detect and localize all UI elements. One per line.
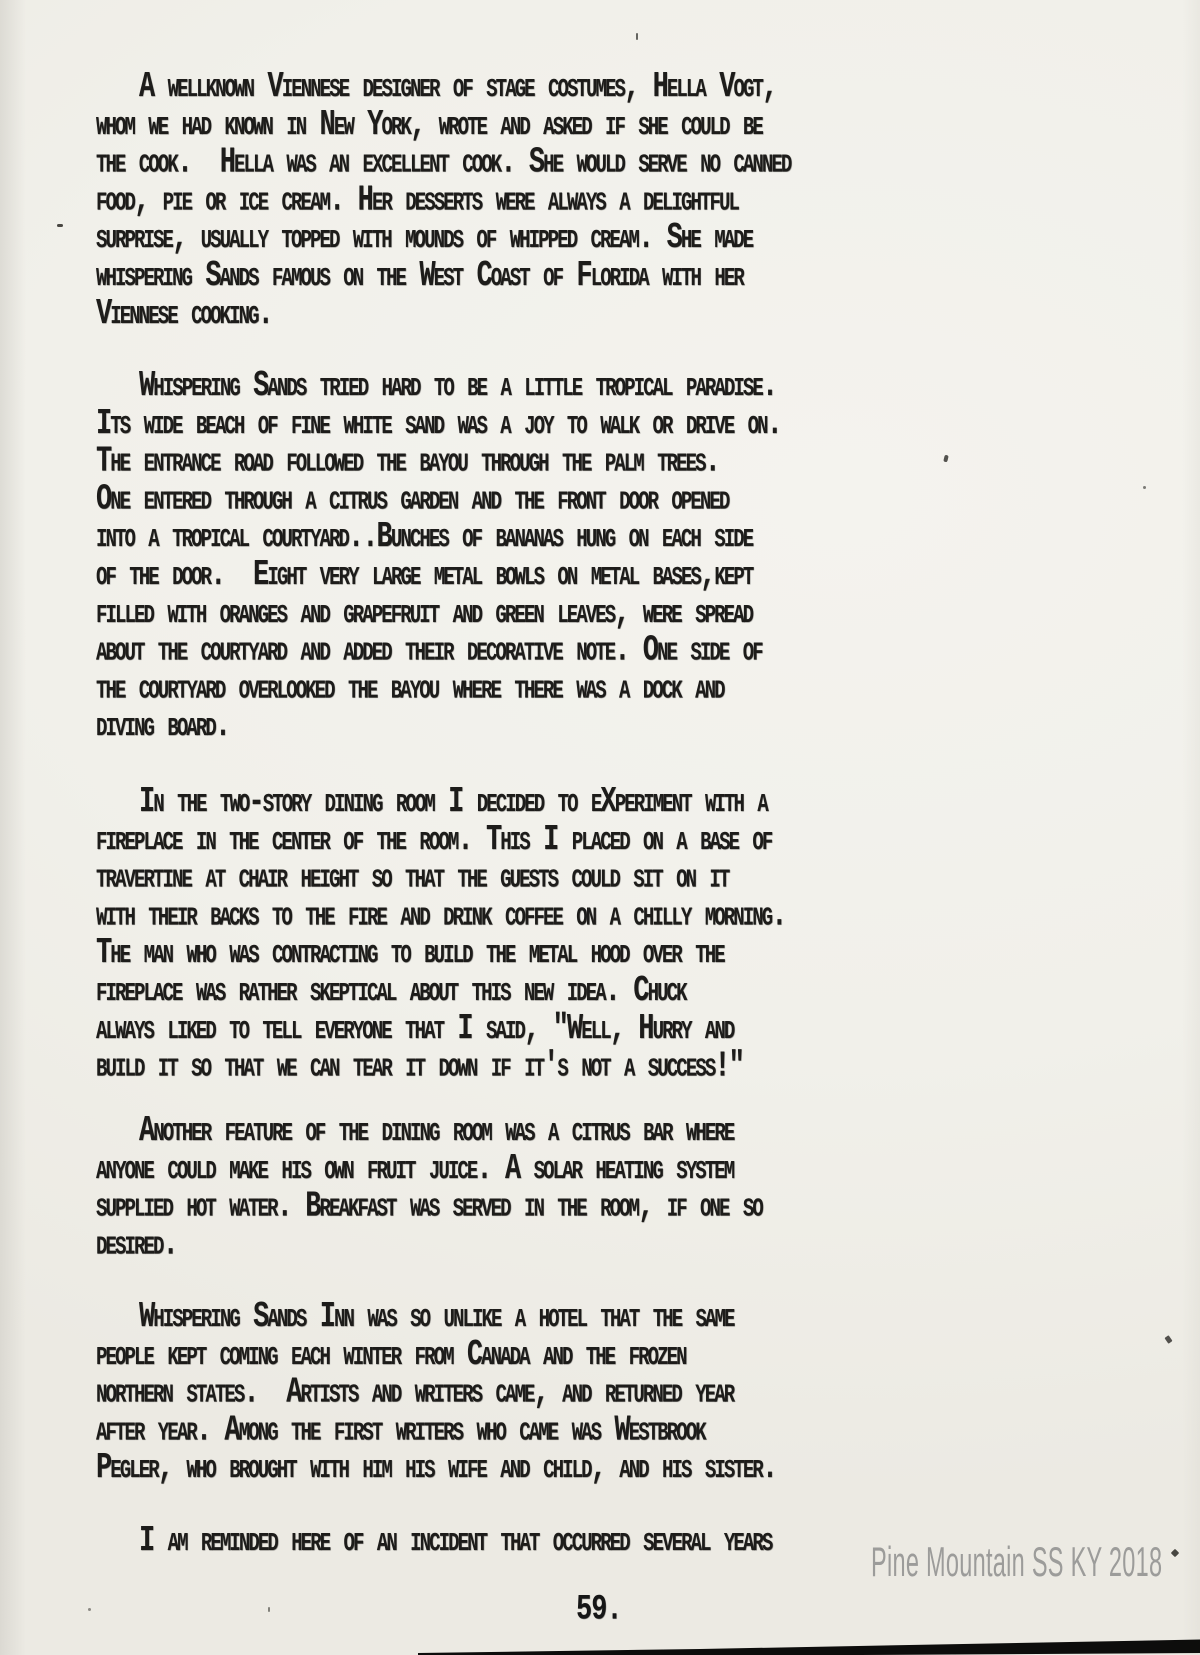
text-line: One entered through a citrus garden and the front door opened [96,480,729,521]
text-line: I am reminded here of an incident that occurred several years [139,1521,772,1563]
text-line: In the two-story dining room I decided to eXperiment with a [139,782,767,824]
text-line: desired. [96,1225,177,1266]
text-line: whispering Sands famous on the West Coast of Florida with her [96,256,743,298]
text-line: fireplace was rather skeptical about this new idea. Chuck [96,971,686,1013]
paragraph [96,1523,771,1561]
paragraph [96,1113,762,1264]
text-line: northern states. Artists and writers came, and returned year [96,1373,734,1414]
paragraph [96,368,781,746]
ink-speck [268,1607,270,1612]
text-line: Another feature of the dining room was a citrus bar where [139,1111,734,1153]
page-number: 59. [576,1591,622,1630]
text-line: food, pie or ice cream. Her desserts were always a delightful [96,181,739,222]
text-line: supplied hot water. Breakfast was served in the room, if one so [96,1187,762,1228]
text-line: the courtyard overlooked the bayou where there was a dock and [96,669,724,710]
ink-speck [943,455,949,463]
paragraph [96,784,786,1086]
text-line: after year. Among the first writers who came was Westbrook [96,1411,705,1452]
text-line: diving board. [96,706,230,748]
text-line: with their backs to the fire and drink coffee on a chilly morning. [96,896,786,937]
text-line: always liked to tell everyone that I said, "Well, Hurry and [96,1009,734,1050]
watermark: Pine Mountain SS KY 2018 [871,1538,1163,1585]
text-line: The man who was contracting to build the metal hood over the [96,933,724,975]
text-line: Pegler, who brought with him his wife and child, and his sister. [96,1448,777,1490]
text-line: travertine at chair height so that the guests could sit on it [96,858,729,899]
text-line: The entrance road followed the bayou through the palm trees. [96,442,719,483]
ink-speck [1143,486,1146,489]
text-line: build it so that we can tear it down if it's not a success!" [96,1047,743,1088]
text-line: whom we had known in New York, wrote and asked if she could be [96,105,762,146]
ink-speck [88,1608,91,1611]
text-line: into a tropical courtyard..Bunches of bananas hung on each side [96,517,753,559]
text-line: Whispering Sands Inn was so unlike a hotel that the same [139,1297,734,1339]
paragraph [96,1299,776,1488]
text-line: anyone could make his own fruit juice. A solar heating system [96,1149,734,1190]
ink-speck [1171,1549,1179,1557]
text-line: filled with oranges and grapefruit and green leaves, were spread [96,593,753,634]
text-line: surprise, usually topped with mounds of whipped cream. She made [96,218,753,260]
text-line: Its wide beach of fine white sand was a joy to walk or drive on. [96,404,781,445]
text-line: of the door. Eight very large metal bowls on metal bases,kept [96,555,753,597]
paragraph [96,69,790,334]
text-line: about the courtyard and added their decorative note. One side of [96,631,762,672]
ink-speck [57,224,63,227]
text-line: the cook. Hella was an excellent cook. She would serve no canned [96,143,791,184]
text-line: Whispering Sands tried hard to be a little tropical paradise. [139,366,777,408]
ink-speck [636,33,638,40]
text-line: Viennese cooking. [96,294,272,335]
text-line: people kept coming each winter from Canada and the frozen [96,1335,686,1376]
ink-speck [1164,1335,1172,1344]
text-line: A wellknown Viennese designer of stage costumes, Hella Vogt, [139,67,777,109]
text-line: fireplace in the center of the room. This I placed on a base of [96,820,772,861]
